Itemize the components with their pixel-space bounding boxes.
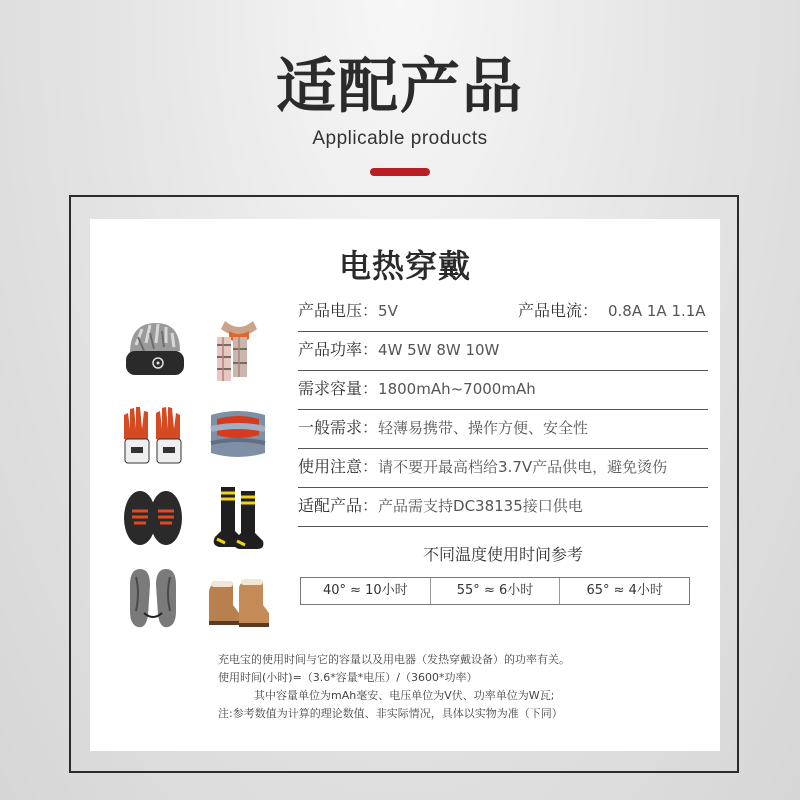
spec-row-capacity: 需求容量：1800mAh~7000mAh bbox=[298, 369, 708, 410]
page-title: 适配产品 bbox=[276, 52, 524, 122]
knit-beanie-icon bbox=[118, 315, 188, 385]
current-value: 0.8A 1A 1.1A bbox=[608, 302, 706, 320]
capacity-value: 1800mAh~7000mAh bbox=[378, 380, 536, 398]
temp-cell: 55° ≈ 6小时 bbox=[431, 578, 561, 604]
power-value: 4W 5W 8W 10W bbox=[378, 341, 500, 359]
spec-row-power: 产品功率：4W 5W 8W 10W bbox=[298, 330, 708, 371]
temp-reference-heading: 不同温度使用时间参考 bbox=[422, 545, 583, 564]
page-subtitle: Applicable products bbox=[312, 128, 488, 149]
voltage-value: 5V bbox=[378, 302, 398, 320]
compat-label: 适配产品 bbox=[298, 496, 363, 515]
note-line: 其中容量单位为mAh毫安、电压单位为V伏、功率单位为W瓦; bbox=[254, 689, 555, 702]
heated-gloves-icon bbox=[118, 399, 188, 469]
note-line: 注:参考数值为计算的理论数值、非实际情况，具体以实物为准（下同） bbox=[218, 707, 563, 720]
spec-row-general: 一般需求：轻薄易携带、操作方便、安全性 bbox=[298, 408, 708, 449]
product-card bbox=[90, 219, 720, 751]
general-label: 一般需求 bbox=[298, 418, 363, 437]
caution-value: 请不要开最高档给3.7V产品供电，避免烫伤 bbox=[378, 458, 668, 476]
capacity-label: 需求容量 bbox=[298, 379, 363, 398]
knee-pads-icon bbox=[118, 483, 188, 553]
power-label: 产品功率 bbox=[298, 340, 363, 359]
caution-label: 使用注意 bbox=[298, 457, 363, 476]
heated-scarf-icon bbox=[203, 315, 273, 385]
waist-belt-icon bbox=[203, 399, 273, 469]
spec-row-compat: 适配产品：产品需支持DC38135接口供电 bbox=[298, 486, 708, 527]
temp-reference-table bbox=[300, 577, 690, 605]
current-label: 产品电流 bbox=[518, 301, 583, 320]
insoles-icon bbox=[118, 563, 188, 633]
note-line: 充电宝的使用时间与它的容量以及用电器（发热穿戴设备）的功率有关。 bbox=[218, 653, 570, 666]
temp-cell: 65° ≈ 4小时 bbox=[586, 583, 663, 598]
voltage-label: 产品电压 bbox=[298, 301, 363, 320]
card-title: 电热穿戴 bbox=[338, 247, 471, 285]
compat-value: 产品需支持DC38135接口供电 bbox=[378, 497, 583, 515]
general-value: 轻薄易携带、操作方便、安全性 bbox=[378, 419, 589, 437]
temp-cell: 40° ≈ 10小时 bbox=[301, 578, 431, 604]
boots-icon bbox=[203, 563, 273, 633]
heated-socks-icon bbox=[203, 483, 273, 553]
accent-divider bbox=[370, 168, 430, 176]
spec-row-voltage-current: 产品电压：5V 产品电流： 0.8A 1A 1.1A bbox=[298, 291, 708, 332]
spec-row-caution: 使用注意：请不要开最高档给3.7V产品供电，避免烫伤 bbox=[298, 447, 708, 488]
note-line: 使用时间(小时)=（3.6*容量*电压）/（3600*功率） bbox=[218, 671, 478, 684]
